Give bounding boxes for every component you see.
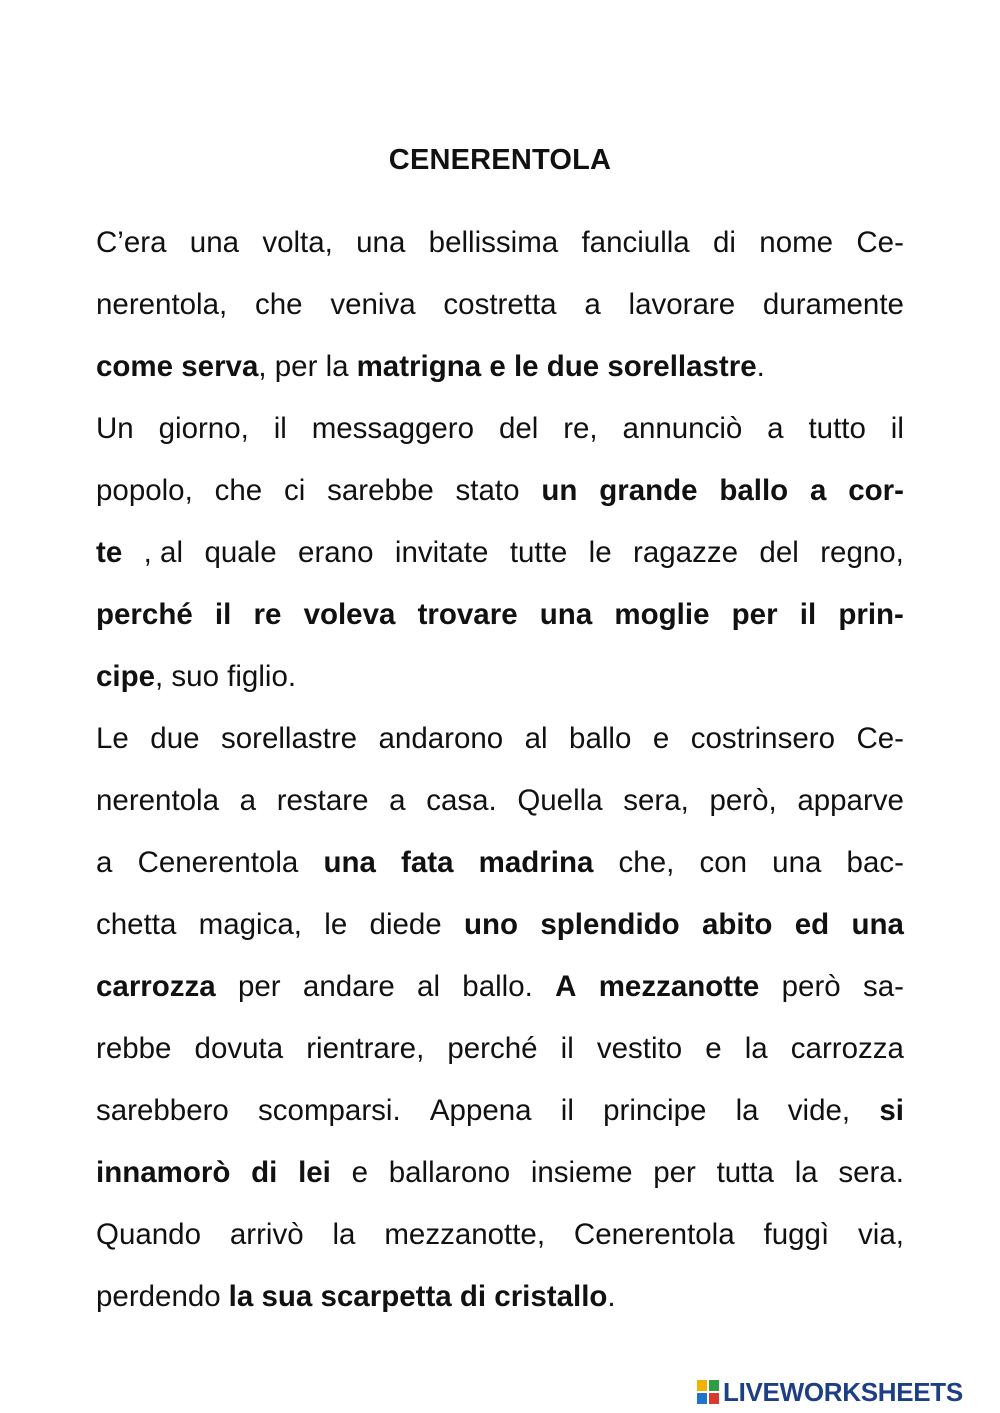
bold-word: perché xyxy=(96,598,193,631)
story-line xyxy=(96,336,904,398)
word: andarono xyxy=(378,722,504,755)
word: tutte xyxy=(509,536,568,569)
word: sera. xyxy=(838,1156,904,1189)
word: rientrare, xyxy=(306,1032,425,1065)
bold-word: matrigna e le due sorellastre xyxy=(356,350,757,383)
bold-word: ed xyxy=(794,908,830,941)
word: annunciò xyxy=(622,412,743,445)
word: le xyxy=(324,908,348,941)
word: al xyxy=(524,722,548,755)
bold-word: voleva xyxy=(303,598,396,631)
word: a xyxy=(584,288,601,321)
story-line xyxy=(96,398,904,460)
word: principe xyxy=(603,1094,707,1127)
word: Quella xyxy=(517,784,603,817)
word: nerentola, xyxy=(96,288,228,321)
word: sarebbero xyxy=(96,1094,229,1127)
word: e xyxy=(351,1156,369,1189)
word: invitate xyxy=(394,536,489,569)
logo-icon xyxy=(697,1380,719,1404)
word: magica, xyxy=(198,908,302,941)
word: sarebbe xyxy=(327,474,434,507)
word: al xyxy=(417,970,441,1003)
bold-word: come serva xyxy=(96,350,259,383)
story-line xyxy=(96,956,904,1018)
story-line xyxy=(96,1080,904,1142)
story-line xyxy=(96,770,904,832)
word: del xyxy=(759,536,799,569)
word: la xyxy=(332,1218,356,1251)
word: rebbe xyxy=(96,1032,172,1065)
word: con xyxy=(699,846,748,879)
story-line xyxy=(96,646,904,708)
word: la xyxy=(794,1156,818,1189)
word: messaggero xyxy=(311,412,475,445)
word: Ce- xyxy=(856,226,904,259)
bold-word: trovare xyxy=(417,598,518,631)
word: una xyxy=(189,226,240,259)
bold-word: re xyxy=(253,598,282,631)
word: Le xyxy=(96,722,129,755)
word: fanciulla xyxy=(581,226,690,259)
word: la xyxy=(744,1032,768,1065)
word: bellissima xyxy=(428,226,559,259)
word: arrivò xyxy=(229,1218,304,1251)
word: ballo. xyxy=(462,970,533,1003)
bold-word: una xyxy=(539,598,593,631)
word: costretta xyxy=(443,288,557,321)
bold-word: cor- xyxy=(848,474,904,507)
word: però xyxy=(781,970,841,1003)
word: mezzanotte, xyxy=(384,1218,546,1251)
bold-word: di xyxy=(251,1156,278,1189)
word: erano xyxy=(298,536,374,569)
word: a xyxy=(767,412,784,445)
word: scomparsi. xyxy=(258,1094,401,1127)
word: lavorare xyxy=(628,288,736,321)
word: Appena xyxy=(429,1094,532,1127)
bold-word: un xyxy=(541,474,578,507)
word: per xyxy=(653,1156,696,1189)
bold-word: grande xyxy=(599,474,698,507)
story-line xyxy=(96,708,904,770)
bold-word: abito xyxy=(701,908,773,941)
word: una xyxy=(772,846,822,879)
bold-word: il xyxy=(214,598,232,631)
story-line xyxy=(96,894,904,956)
word: costrinsero xyxy=(690,722,835,755)
bold-word: moglie xyxy=(614,598,710,631)
word: e xyxy=(705,1032,722,1065)
word: le xyxy=(588,536,612,569)
bold-word: cipe xyxy=(96,660,156,693)
word: Ce- xyxy=(856,722,904,755)
word: diede xyxy=(369,908,442,941)
word: veniva xyxy=(330,288,416,321)
word: vestito xyxy=(596,1032,683,1065)
story-line xyxy=(96,522,904,584)
word: regno, xyxy=(820,536,904,569)
word: carrozza xyxy=(790,1032,904,1065)
word: e xyxy=(652,722,670,755)
word: , per la xyxy=(258,350,349,383)
word: insieme xyxy=(530,1156,633,1189)
word: giorno, xyxy=(158,412,249,445)
word: ci xyxy=(284,474,306,507)
story-line xyxy=(96,1018,904,1080)
bold-word: A xyxy=(555,970,577,1003)
word: re, xyxy=(563,412,598,445)
bold-word: fata xyxy=(401,846,454,879)
word: del xyxy=(498,412,539,445)
word: tutto xyxy=(808,412,866,445)
bold-word: innamorò xyxy=(96,1156,231,1189)
word: nome xyxy=(759,226,834,259)
word: il xyxy=(560,1094,574,1127)
word: sera, xyxy=(623,784,689,817)
word: ballarono xyxy=(388,1156,511,1189)
word: nerentola xyxy=(96,784,220,817)
bold-word: prin- xyxy=(838,598,904,631)
story-line xyxy=(96,832,904,894)
liveworksheets-logo xyxy=(697,1376,963,1408)
word: a xyxy=(96,846,113,879)
word: chetta xyxy=(96,908,177,941)
word: perdendo xyxy=(96,1280,221,1313)
bold-word: splendido xyxy=(540,908,680,941)
story-line xyxy=(96,460,904,522)
word: due xyxy=(150,722,200,755)
word: via, xyxy=(858,1218,904,1251)
bold-word: una xyxy=(851,908,904,941)
bold-word: madrina xyxy=(478,846,594,879)
word: una xyxy=(356,226,406,259)
word: Quando xyxy=(96,1218,201,1251)
word: a xyxy=(389,784,406,817)
bold-word: il xyxy=(799,598,817,631)
word: . xyxy=(607,1280,616,1313)
word: ragazze xyxy=(633,536,738,569)
word: ballo xyxy=(569,722,632,755)
word: Un xyxy=(96,412,134,445)
bold-word: una xyxy=(323,846,376,879)
word: che xyxy=(214,474,263,507)
word: la xyxy=(735,1094,759,1127)
word: volta, xyxy=(262,226,333,259)
story-line xyxy=(96,274,904,336)
word: per xyxy=(237,970,281,1003)
bold-word: la sua scarpetta di cristallo xyxy=(228,1280,608,1313)
word: però, xyxy=(709,784,777,817)
bold-word: carrozza xyxy=(96,970,216,1003)
story-line xyxy=(96,1142,904,1204)
page-title: CENERENTOLA xyxy=(388,144,612,176)
word: , al xyxy=(143,536,184,569)
bold-word: lei xyxy=(298,1156,331,1189)
bold-word: ballo xyxy=(719,474,789,507)
word: Cenerentola xyxy=(573,1218,735,1251)
word: che, xyxy=(618,846,675,879)
bold-word: per xyxy=(731,598,778,631)
word: apparve xyxy=(797,784,904,817)
word: . xyxy=(756,350,765,383)
bold-word: si xyxy=(879,1094,904,1127)
word: Cenerentola xyxy=(137,846,299,879)
word: stato xyxy=(455,474,520,507)
word: quale xyxy=(204,536,277,569)
story-line xyxy=(96,584,904,646)
word: di xyxy=(713,226,736,259)
word: a xyxy=(239,784,257,817)
word: il xyxy=(273,412,287,445)
story-line xyxy=(96,212,904,274)
word: restare xyxy=(276,784,369,817)
word: vide, xyxy=(787,1094,851,1127)
bold-word: uno xyxy=(464,908,519,941)
bold-word: mezzanotte xyxy=(598,970,760,1003)
word: il xyxy=(560,1032,574,1065)
word: , suo figlio. xyxy=(155,660,297,693)
story-line xyxy=(96,1204,904,1266)
word: popolo, xyxy=(96,474,193,507)
word: fuggì xyxy=(763,1218,830,1251)
word: sorellastre xyxy=(220,722,358,755)
word: tutta xyxy=(716,1156,774,1189)
bold-word: a xyxy=(810,474,827,507)
story-text xyxy=(96,212,904,1328)
word: casa. xyxy=(426,784,497,817)
word: perché xyxy=(447,1032,538,1065)
word: che xyxy=(255,288,303,321)
word: sa- xyxy=(862,970,904,1003)
word: C’era xyxy=(96,226,167,259)
word: duramente xyxy=(762,288,904,321)
word: bac- xyxy=(846,846,904,879)
word: andare xyxy=(302,970,395,1003)
logo-text: LIVEWORKSHEETS xyxy=(723,1376,963,1407)
story-line xyxy=(96,1266,904,1328)
word: il xyxy=(890,412,904,445)
word: dovuta xyxy=(194,1032,284,1065)
bold-word: te xyxy=(96,536,123,569)
